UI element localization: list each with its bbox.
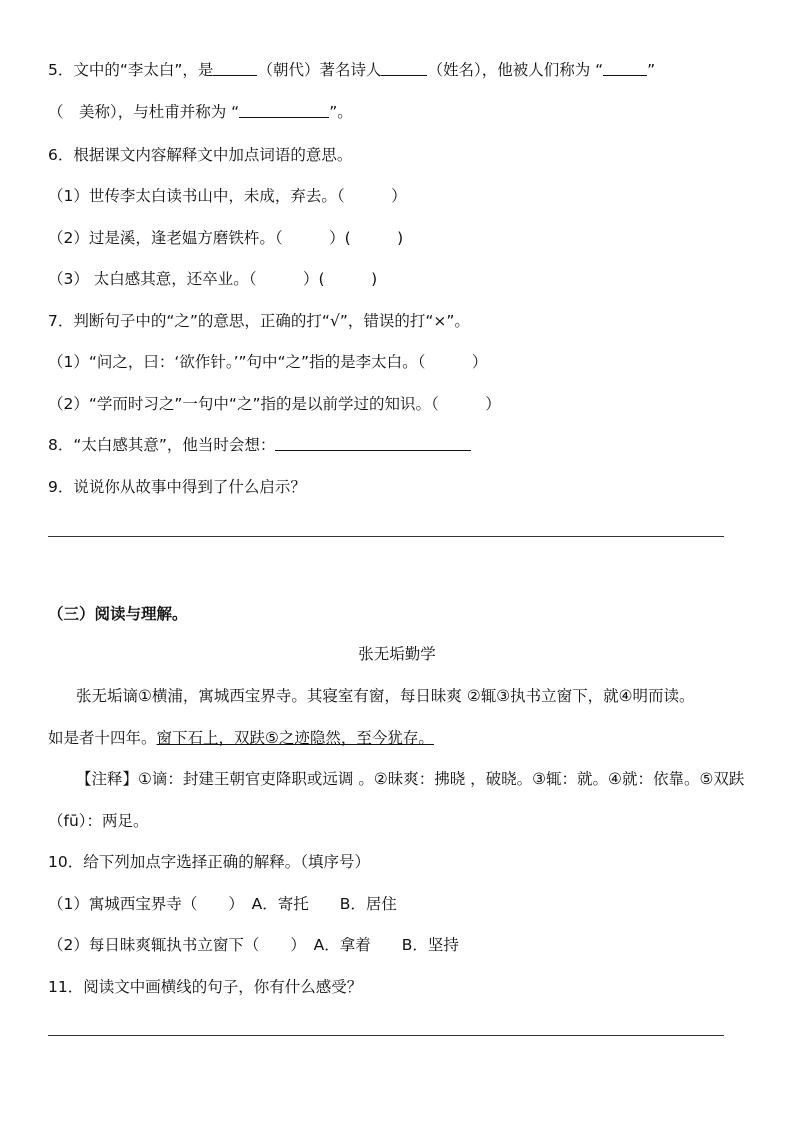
q5-joint-title-blank[interactable] bbox=[239, 101, 329, 118]
q7-title: 7．判断句子中的“之”的意思，正确的打“√”，错误的打“×”。 bbox=[48, 312, 470, 330]
q6-item-1: （1）世传李太白读书山中，未成，弃去。（ ） bbox=[48, 187, 407, 205]
q5-text-f: ”。 bbox=[329, 103, 353, 121]
passage-paragraph-1: 张无垢谪①横浦，寓城西宝界寺。其寝室有窗，每日昧爽 ②辄③执书立窗下，就④明而读。 bbox=[76, 687, 695, 705]
q5-text-d: ” bbox=[647, 61, 656, 79]
q10-item-2: （2）每日昧爽辄执书立窗下（ ） A．拿着 B．坚持 bbox=[48, 936, 459, 954]
annotation-line-1: 【注释】①谪：封建王朝官吏降职或远调 。②昧爽：拂晓 ，破晓。③辄：就。④就：依靠。⑤双趺 bbox=[76, 770, 745, 788]
q10-item-1: （1）寓城西宝界寺（ ） A．寄托 B．居住 bbox=[48, 895, 397, 913]
section-heading: （三）阅读与理解。 bbox=[48, 605, 188, 623]
q9-answer-line[interactable] bbox=[48, 536, 724, 537]
q5-title-blank[interactable] bbox=[603, 59, 647, 76]
q5-line2 bbox=[48, 100, 353, 124]
q5-line1 bbox=[48, 58, 655, 82]
q11-text: 11．阅读文中画横线的句子，你有什么感受？ bbox=[48, 978, 363, 996]
underlined-sentence: 窗下石上，双趺⑤之迹隐然，至今犹存。 bbox=[156, 729, 434, 747]
q5-text-a: 5．文中的“李太白”，是 bbox=[48, 61, 214, 79]
q5-name-blank[interactable] bbox=[381, 59, 427, 76]
q6-item-2: （2）过是溪，逢老媪方磨铁杵。（ ）( ) bbox=[48, 229, 404, 247]
annotation-line-2: （fū）：两足。 bbox=[48, 812, 149, 830]
q6-title: 6．根据课文内容解释文中加点词语的意思。 bbox=[48, 146, 353, 164]
passage-sentence: 如是者十四年。 bbox=[48, 729, 157, 747]
q9-text: 9．说说你从故事中得到了什么启示？ bbox=[48, 478, 306, 496]
q5-text-b: （朝代）著名诗人 bbox=[257, 61, 382, 79]
passage-paragraph-2 bbox=[48, 726, 448, 750]
q8-text: 8．“太白感其意”，他当时会想： bbox=[48, 436, 276, 454]
q11-answer-line[interactable] bbox=[48, 1035, 724, 1036]
q10-title: 10．给下列加点字选择正确的解释。（填序号） bbox=[48, 853, 370, 871]
q5-text-c: （姓名），他被人们称为 “ bbox=[427, 61, 604, 79]
q7-item-1: （1）“问之，曰：‘欲作针。’”句中“之”指的是李太白。（ ） bbox=[48, 353, 488, 371]
q5-text-e: （ 美称），与杜甫并称为 “ bbox=[48, 103, 240, 121]
q5-dynasty-blank[interactable] bbox=[213, 59, 257, 76]
passage-title: 张无垢勤学 bbox=[358, 645, 436, 663]
q8-answer-blank[interactable] bbox=[275, 434, 471, 451]
q7-item-2: （2）“学而时习之”一句中“之”指的是以前学过的知识。（ ） bbox=[48, 395, 501, 413]
q6-item-3: （3） 太白感其意，还卒业。（ ）( ) bbox=[48, 270, 378, 288]
q8-line bbox=[48, 433, 471, 457]
